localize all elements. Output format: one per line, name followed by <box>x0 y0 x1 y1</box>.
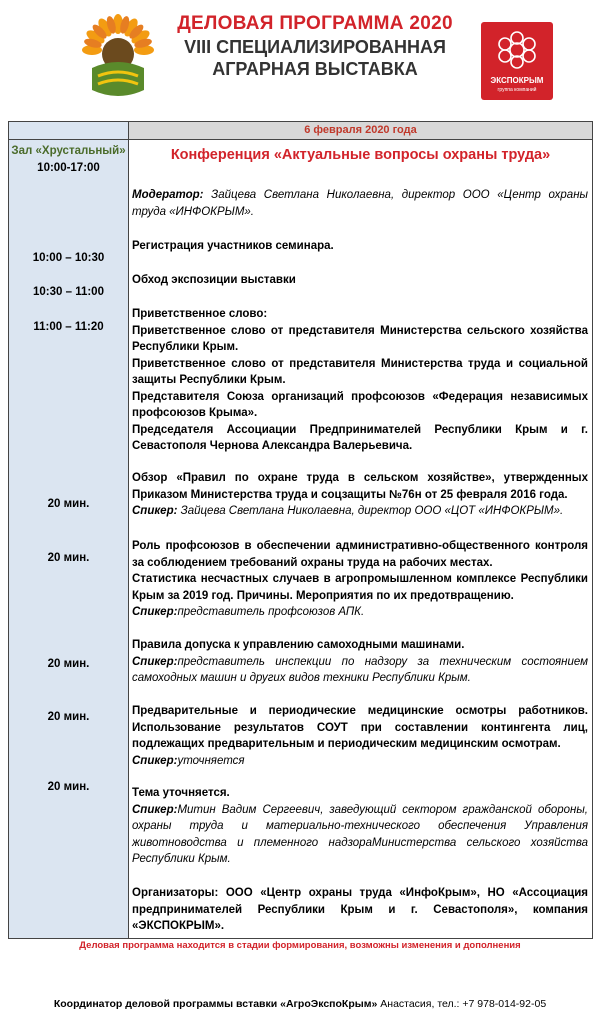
date-row <box>9 122 592 140</box>
topic-1: Обзор «Правил по охране труда в сельском хозяйстве», утвержденных Приказом Министерства труда и соцзащиты №76н от 25 февраля 2016 года. Спикер: Зайцева Светлана Николаевна, директор ООО «ЦОТ «ИНФОКРЫМ». <box>132 472 588 517</box>
exhibition-subtitle-1: VIII СПЕЦИАЛИЗИРОВАННАЯ <box>184 37 446 57</box>
coordinator-footer: Координатор деловой программы вставки «АгроЭкспоКрым» Анастасия, тел.: +7 978-014-92-05 <box>53 998 547 1010</box>
welcome-item: Представителя Союза организаций профсоюзов «Федерация независимых профсоюзов Крыма». <box>132 390 588 419</box>
welcome-item: Приветственное слово от представителя Министерства сельского хозяйства Республики Крым. <box>132 324 588 353</box>
moderator-info: Модератор: Зайцева Светлана Николаевна, директор ООО «Центр охраны труда «ИНФОКРЫМ». <box>132 189 588 218</box>
expocrimea-logo-subtitle: группа компаний <box>497 87 537 93</box>
program-content <box>129 140 592 938</box>
expocrimea-logo-icon <box>495 28 539 74</box>
program-table <box>8 121 593 939</box>
organizers-info: Организаторы: ООО «Центр охраны труда «ИнфоКрым», НО «Ассоциация предпринимателей Республики Крым и г. Севастополя», компания «ЭКСПОКРЫМ». <box>132 887 588 932</box>
page-title: ДЕЛОВАЯ ПРОГРАММА 2020 <box>177 13 453 34</box>
time-slot: 20 мин. <box>47 781 90 793</box>
page-header <box>0 0 600 118</box>
welcome-item: Председателя Ассоциации Предпринимателей Республики Крым и г. Севастополя Чернова Александра Валерьевича. <box>132 423 588 452</box>
conference-title: Конференция «Актуальные вопросы охраны труда» <box>170 147 551 163</box>
program-note: Деловая программа находится в стадии формирования, возможны изменения и дополнения <box>79 940 521 951</box>
time-column <box>9 140 129 938</box>
topic-2: Роль профсоюзов в обеспечении административно-общественного контроля за соблюдением требований охраны труда на рабочих местах. Статистика несчастных случаев в агропромышленном комплексе Республики Крым за 2019 год. Причины. Мероприятия по их предотвращению. Спикер:представитель профсоюзов АПК. <box>132 540 588 618</box>
exhibition-subtitle-2: АГРАРНАЯ ВЫСТАВКА <box>212 59 418 79</box>
time-slot: 20 мин. <box>47 658 90 670</box>
topic-4: Предварительные и периодические медицинские осмотры работников. Использование результатов СОУТ при составлении контингента лиц, подлежащих предварительным и периодическим медицинским осмотрам. Спикер:уточняется <box>132 705 588 767</box>
hall-time: 10:00-17:00 <box>37 162 100 174</box>
sunflower-logo-icon <box>78 10 158 102</box>
hall-name: Зал «Хрустальный» <box>11 145 126 157</box>
welcome-item: Приветственное слово от представителя Министерства труда и социальной защиты Республики Крым. <box>132 357 588 386</box>
expocrimea-logo-name: ЭКСПОКРЫМ <box>490 76 544 85</box>
time-slot: 10:00 – 10:30 <box>32 252 105 264</box>
topic-3: Правила допуска к управлению самоходными машинами. Спикер:представитель инспекции по надзору за техническим состоянием самоходных машин и других видов техники Республики Крым. <box>132 639 588 684</box>
exhibition-tour-item: Обход экспозиции выставки <box>132 274 296 286</box>
welcome-block: Приветственное слово: Приветственное слово от представителя Министерства сельского хозяйства Республики Крым. Приветственное слово от представителя Министерства труда и социальной защиты Республики Крым. Представителя Союза организаций профсоюзов «Федерация независимых профсоюзов Крыма». Председателя Ассоциации Предпринимателей Республики Крым и г. Севастополя Чернова Александра Валерьевича. <box>132 306 588 455</box>
time-slot: 11:00 – 11:20 <box>33 321 104 333</box>
time-slot: 10:30 – 11:00 <box>33 286 104 298</box>
registration-item: Регистрация участников семинара. <box>132 240 334 252</box>
program-date: 6 февраля 2020 года <box>129 122 592 139</box>
time-slot: 20 мин. <box>47 711 90 723</box>
expocrimea-logo <box>481 22 553 100</box>
time-slot: 20 мин. <box>47 552 90 564</box>
time-slot: 20 мин. <box>47 498 90 510</box>
topic-5: Тема уточняется. Спикер:Митин Вадим Сергеевич, заведующий сектором гражданской обороны, охраны труда и материально-технического обеспечения Управления животноводства и племенного надзораМинистерства сельского хозяйства Республики Крым. <box>132 787 588 865</box>
